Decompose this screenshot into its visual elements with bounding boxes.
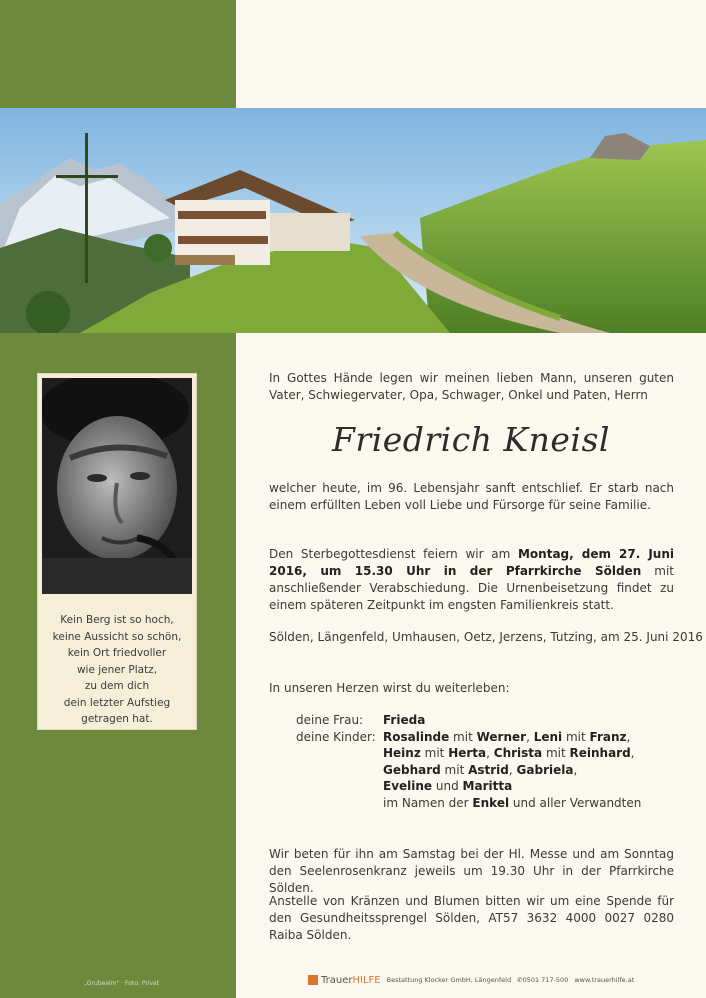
donation-text: Anstelle von Kränzen und Blumen bitten wir um eine Spende für den Gesundheitssprengel Sölden, AT57 3632 4000 0027 0280 Raiba Sölden. bbox=[269, 894, 674, 942]
poem-line: kein Ort friedvoller bbox=[67, 647, 167, 659]
alpine-landscape-photo bbox=[0, 108, 706, 333]
brand-name: TrauerHILFE bbox=[321, 974, 381, 986]
website-link[interactable]: www.trauerhilfe.at bbox=[574, 976, 635, 984]
poem-line: keine Aussicht so schön, bbox=[52, 630, 182, 643]
service-pre: Den Sterbegottesdienst feiern wir am bbox=[269, 547, 518, 561]
memorial-poem bbox=[38, 612, 196, 728]
poem-line: Kein Berg ist so hoch, bbox=[60, 614, 174, 626]
service-date-place: Montag, dem 27. Juni 2016, um 15.30 Uhr in der Pfarrkirche Sölden bbox=[269, 547, 674, 578]
passing-text: welcher heute, im 96. Lebensjahr sanft entschlief. Er starb nach einem erfüllten Leben voll Liebe und Fürsorge für seine Familie. bbox=[269, 481, 674, 512]
portrait-photo bbox=[42, 378, 192, 594]
children-label: deine Kinder: bbox=[296, 729, 376, 744]
phone-number: ✆0501 717-500 bbox=[517, 976, 569, 984]
photo-caption: „Grubealm" · Foto: Privat bbox=[84, 980, 160, 987]
service-text bbox=[269, 546, 674, 614]
deceased-name: Friedrich Kneisl bbox=[332, 420, 610, 459]
portrait-card bbox=[37, 373, 197, 730]
poem-line: dein letzter Aufstieg bbox=[63, 696, 171, 709]
wife-label: deine Frau: bbox=[296, 713, 364, 727]
top-cream-area bbox=[236, 0, 706, 108]
intro-text: In Gottes Hände legen wir meinen lieben Mann, unseren guten Vater, Schwiegervater, Opa, Schwager, Onkel und Paten, Herrn bbox=[269, 371, 674, 402]
children-line: Eveline und Maritta bbox=[383, 779, 513, 793]
hearts-line: In unseren Herzen wirst du weiterleben: bbox=[269, 681, 510, 695]
relatives-line: im Namen der Enkel und aller Verwandten bbox=[383, 795, 642, 810]
wife-name: Frieda bbox=[383, 713, 426, 727]
children-line: Heinz mit Herta, Christa mit Reinhard, bbox=[383, 746, 635, 760]
footer bbox=[308, 971, 640, 989]
prayer-text: Wir beten für ihn am Samstag bei der Hl. Messe und am Sonntag den Seelenrosenkranz jeweils um 19.30 Uhr in der Pfarrkirche Sölden. bbox=[269, 847, 674, 895]
place-date: Sölden, Längenfeld, Umhausen, Oetz, Jerzens, Tutzing, am 25. Juni 2016 bbox=[269, 630, 703, 644]
poem-line: wie jener Platz, bbox=[76, 663, 158, 676]
children-line: Rosalinde mit Werner, Leni mit Franz, bbox=[383, 729, 631, 744]
children-line: Gebhard mit Astrid, Gabriela, bbox=[383, 762, 578, 777]
trauerhilfe-logo-icon bbox=[308, 975, 318, 985]
poem-line: zu dem dich bbox=[84, 680, 150, 692]
company-name: Bestattung Klocker GmbH, Längenfeld bbox=[386, 976, 512, 984]
poem-line: getragen hat. bbox=[81, 713, 153, 725]
service-post: mit anschließender Verabschiedung. Die Urnenbeisetzung findet zu einem späteren Zeitpunkt im engsten Familienkreis statt. bbox=[269, 564, 674, 612]
